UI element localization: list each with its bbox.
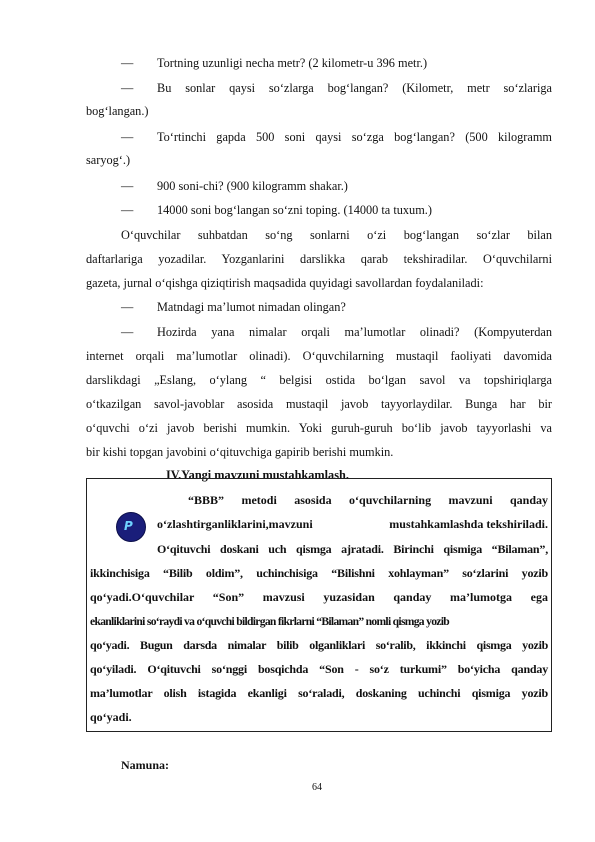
paragraph-line: darslikdagi „Eslang, o‘ylang “ belgisi ostida bo‘lgan savol va topshiriqlarga bbox=[86, 373, 552, 387]
badge-letter: P bbox=[124, 519, 133, 533]
box-line: mustahkamlashda tekshiriladi. bbox=[389, 517, 548, 531]
paragraph-line: o‘tkazilgan savol-javoblar asosida mustaqil javob tayyorlaydilar. Bunga har bir bbox=[86, 397, 552, 411]
box-line: ekanliklarini so‘raydi va o‘quvchi bildirgan fikrlarni “Bilaman” nomli qismga yozib bbox=[90, 615, 450, 628]
dash-marker: — bbox=[121, 56, 134, 70]
box-line: ma’lumotlar olish istagida ekanligi so‘raladi, doskaning uchinchi qismiga yozib bbox=[90, 686, 548, 700]
page-number: 64 bbox=[312, 782, 322, 793]
box-line: qo‘yadi.O‘quvchilar “Son” mavzusi yuzasidan qanday ma’lumotga ega bbox=[90, 590, 548, 604]
dash-marker: — bbox=[121, 81, 134, 95]
box-line: “BBB” metodi asosida o‘quvchilarning mavzuni qanday bbox=[188, 493, 548, 507]
box-line: qo‘yiladi. O‘qituvchi so‘nggi bosqichda “Son - so‘z turkumi” bo‘yicha qanday bbox=[90, 662, 548, 676]
question-line: Matndagi ma’lumot nimadan olingan? bbox=[157, 300, 346, 314]
question-line-continued: saryog‘.) bbox=[86, 153, 131, 167]
paragraph-line: daftarlariga yozadilar. Yozganlarini darslikka qarab tekshiradilar. O‘quvchilarni bbox=[86, 252, 552, 266]
box-line: o‘zlashtirganliklarini,mavzuni bbox=[157, 517, 313, 531]
paragraph-line: gazeta, jurnal o‘qishga qiziqtirish maqsadida quyidagi savollardan foydalaniladi: bbox=[86, 276, 484, 290]
question-line: Tortning uzunligi necha metr? (2 kilometr-u 396 metr.) bbox=[157, 56, 428, 70]
question-line: To‘rtinchi gapda 500 soni qaysi so‘zga bog‘langan? (500 kilogramm bbox=[157, 130, 552, 144]
example-label: Namuna: bbox=[121, 758, 170, 772]
paragraph-line: O‘quvchilar suhbatdan so‘ng sonlarni o‘zi bog‘langan so‘zlar bilan bbox=[121, 228, 552, 242]
box-line: ikkinchisiga “Bilib oldim”, uchinchisiga “Bilishni xohlayman” so‘zlarini yozib bbox=[90, 566, 548, 580]
box-line: qo‘yadi. Bugun darsda nimalar bilib olganliklari so‘ralib, ikkinchi qismga yozib bbox=[90, 638, 548, 652]
dash-marker: — bbox=[121, 325, 134, 339]
section-heading: IV.Yangi mavzuni mustahkamlash. bbox=[166, 468, 349, 482]
box-line: qo‘yadi. bbox=[90, 710, 132, 724]
paragraph-line: bir kishi topgan javobini o‘qituvchiga gapirib berishi mumkin. bbox=[86, 445, 394, 459]
question-line: Bu sonlar qaysi so‘zlarga bog‘langan? (Kilometr, metr so‘zlariga bbox=[157, 81, 552, 95]
dash-marker: — bbox=[121, 203, 134, 217]
dash-marker: — bbox=[121, 179, 134, 193]
dash-marker: — bbox=[121, 130, 134, 144]
question-line: 900 soni-chi? (900 kilogramm shakar.) bbox=[157, 179, 348, 193]
paragraph-line: internet orqali ma’lumotlar olinadi). O‘quvchilarning mustaqil faoliyati davomida bbox=[86, 349, 552, 363]
method-badge-icon bbox=[116, 512, 146, 542]
question-line-continued: bog‘langan.) bbox=[86, 104, 149, 118]
box-line: O‘qituvchi doskani uch qismga ajratadi. Birinchi qismiga “Bilaman”, bbox=[157, 542, 548, 556]
question-line: 14000 soni bog‘langan so‘zni toping. (14000 ta tuxum.) bbox=[157, 203, 432, 217]
paragraph-line: Hozirda yana nimalar orqali ma’lumotlar olinadi? (Kompyuterdan bbox=[157, 325, 552, 339]
paragraph-line: o‘quvchi o‘zi javob berishi mumkin. Yoki guruh-guruh bo‘lib javob tayyorlashi va bbox=[86, 421, 552, 435]
dash-marker: — bbox=[121, 300, 134, 314]
